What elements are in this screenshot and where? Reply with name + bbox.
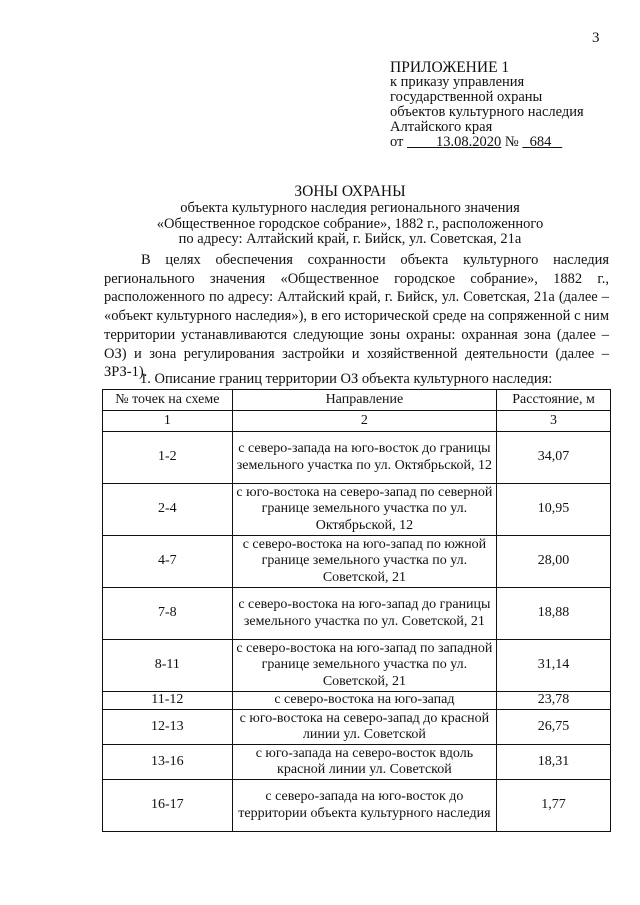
appendix-line: к приказу управления	[390, 74, 525, 90]
cell-points: 16-17	[103, 780, 233, 832]
cell-direction: с северо-востока на юго-запад по южной границе земельного участка по ул. Советской, 21	[232, 536, 496, 588]
cell-direction: с северо-запада на юго-восток до территории объекта культурного наследия	[232, 780, 496, 832]
cell-distance: 1,77	[497, 780, 611, 832]
table-row	[103, 484, 611, 536]
appendix-line: Алтайского края	[390, 119, 493, 135]
order-date-line	[390, 135, 630, 150]
cell-direction: с северо-запада на юго-восток до границы земельного участка по ул. Октябрьской, 12	[232, 432, 496, 484]
table-row	[103, 432, 611, 484]
header-points: № точек на схеме	[103, 390, 233, 411]
col-number: 1	[103, 411, 233, 432]
table-row	[103, 640, 611, 692]
title-line: объекта культурного наследия регионального значения	[180, 200, 520, 216]
appendix-line: государственной охраны	[390, 89, 543, 105]
cell-direction: с юго-востока на северо-запад до красной линии ул. Советской	[232, 710, 496, 745]
order-date: 13.08.2020	[436, 134, 502, 150]
cell-points: 8-11	[103, 640, 233, 692]
col-number: 3	[497, 411, 611, 432]
cell-direction: с юго-востока на северо-запад по северной границе земельного участка по ул. Октябрьской, 12	[232, 484, 496, 536]
document-title	[70, 183, 630, 248]
cell-points: 12-13	[103, 710, 233, 745]
table-row	[103, 710, 611, 745]
table-header-row	[103, 390, 611, 411]
order-number: 684	[529, 134, 552, 150]
title-line: «Общественное городское собрание», 1882 г., расположенного	[156, 215, 544, 232]
cell-distance: 18,31	[497, 745, 611, 780]
appendix-header	[390, 60, 630, 150]
cell-points: 7-8	[103, 588, 233, 640]
cell-distance: 23,78	[497, 692, 611, 710]
cell-points: 1-2	[103, 432, 233, 484]
cell-points: 2-4	[103, 484, 233, 536]
title-line: по адресу: Алтайский край, г. Бийск, ул. Советская, 21а	[178, 231, 522, 247]
header-direction: Направление	[232, 390, 496, 411]
cell-points: 11-12	[103, 692, 233, 710]
table-row	[103, 536, 611, 588]
cell-distance: 28,00	[497, 536, 611, 588]
table-row	[103, 588, 611, 640]
col-number: 2	[232, 411, 496, 432]
title-main: ЗОНЫ ОХРАНЫ	[294, 183, 406, 200]
table-row	[103, 780, 611, 832]
header-distance: Расстояние, м	[497, 390, 611, 411]
cell-distance: 34,07	[497, 432, 611, 484]
table-row	[103, 745, 611, 780]
boundary-table	[102, 389, 611, 832]
page-number: 3	[592, 30, 600, 46]
cell-points: 13-16	[103, 745, 233, 780]
cell-distance: 26,75	[497, 710, 611, 745]
number-prefix: №	[504, 134, 519, 150]
body-paragraph	[104, 251, 609, 382]
table-caption: 1. Описание границ территории ОЗ объекта культурного наследия:	[140, 371, 553, 387]
cell-direction: с северо-востока на юго-запад по западной границе земельного участка по ул. Советской, 21	[232, 640, 496, 692]
cell-distance: 10,95	[497, 484, 611, 536]
table-row	[103, 692, 611, 710]
cell-distance: 18,88	[497, 588, 611, 640]
cell-points: 4-7	[103, 536, 233, 588]
cell-direction: с юго-запада на северо-восток вдоль красной линии ул. Советской	[232, 745, 496, 780]
column-number-row	[103, 411, 611, 432]
paragraph-text: В целях обеспечения сохранности объекта культурного наследия регионального значения «Общественное городское собрание», 1882 г., расположенного по адресу: Алтайский край, г. Бийск, ул. Советская, 21а (далее – «объект культурного наследия»), в его исторической среде на сопряженной с ним территории устанавливаются следующие зоны охраны: охранная зона (далее – ОЗ) и зона регулирования застройки и хозяйственной деятельности (далее – ЗРЗ-1).	[104, 252, 609, 381]
appendix-line: объектов культурного наследия	[390, 104, 584, 120]
cell-distance: 31,14	[497, 640, 611, 692]
appendix-heading: ПРИЛОЖЕНИЕ 1	[390, 59, 510, 76]
cell-direction: с северо-востока на юго-запад до границы земельного участка по ул. Советской, 21	[232, 588, 496, 640]
date-prefix: от	[390, 134, 404, 150]
cell-direction: с северо-востока на юго-запад	[232, 692, 496, 710]
